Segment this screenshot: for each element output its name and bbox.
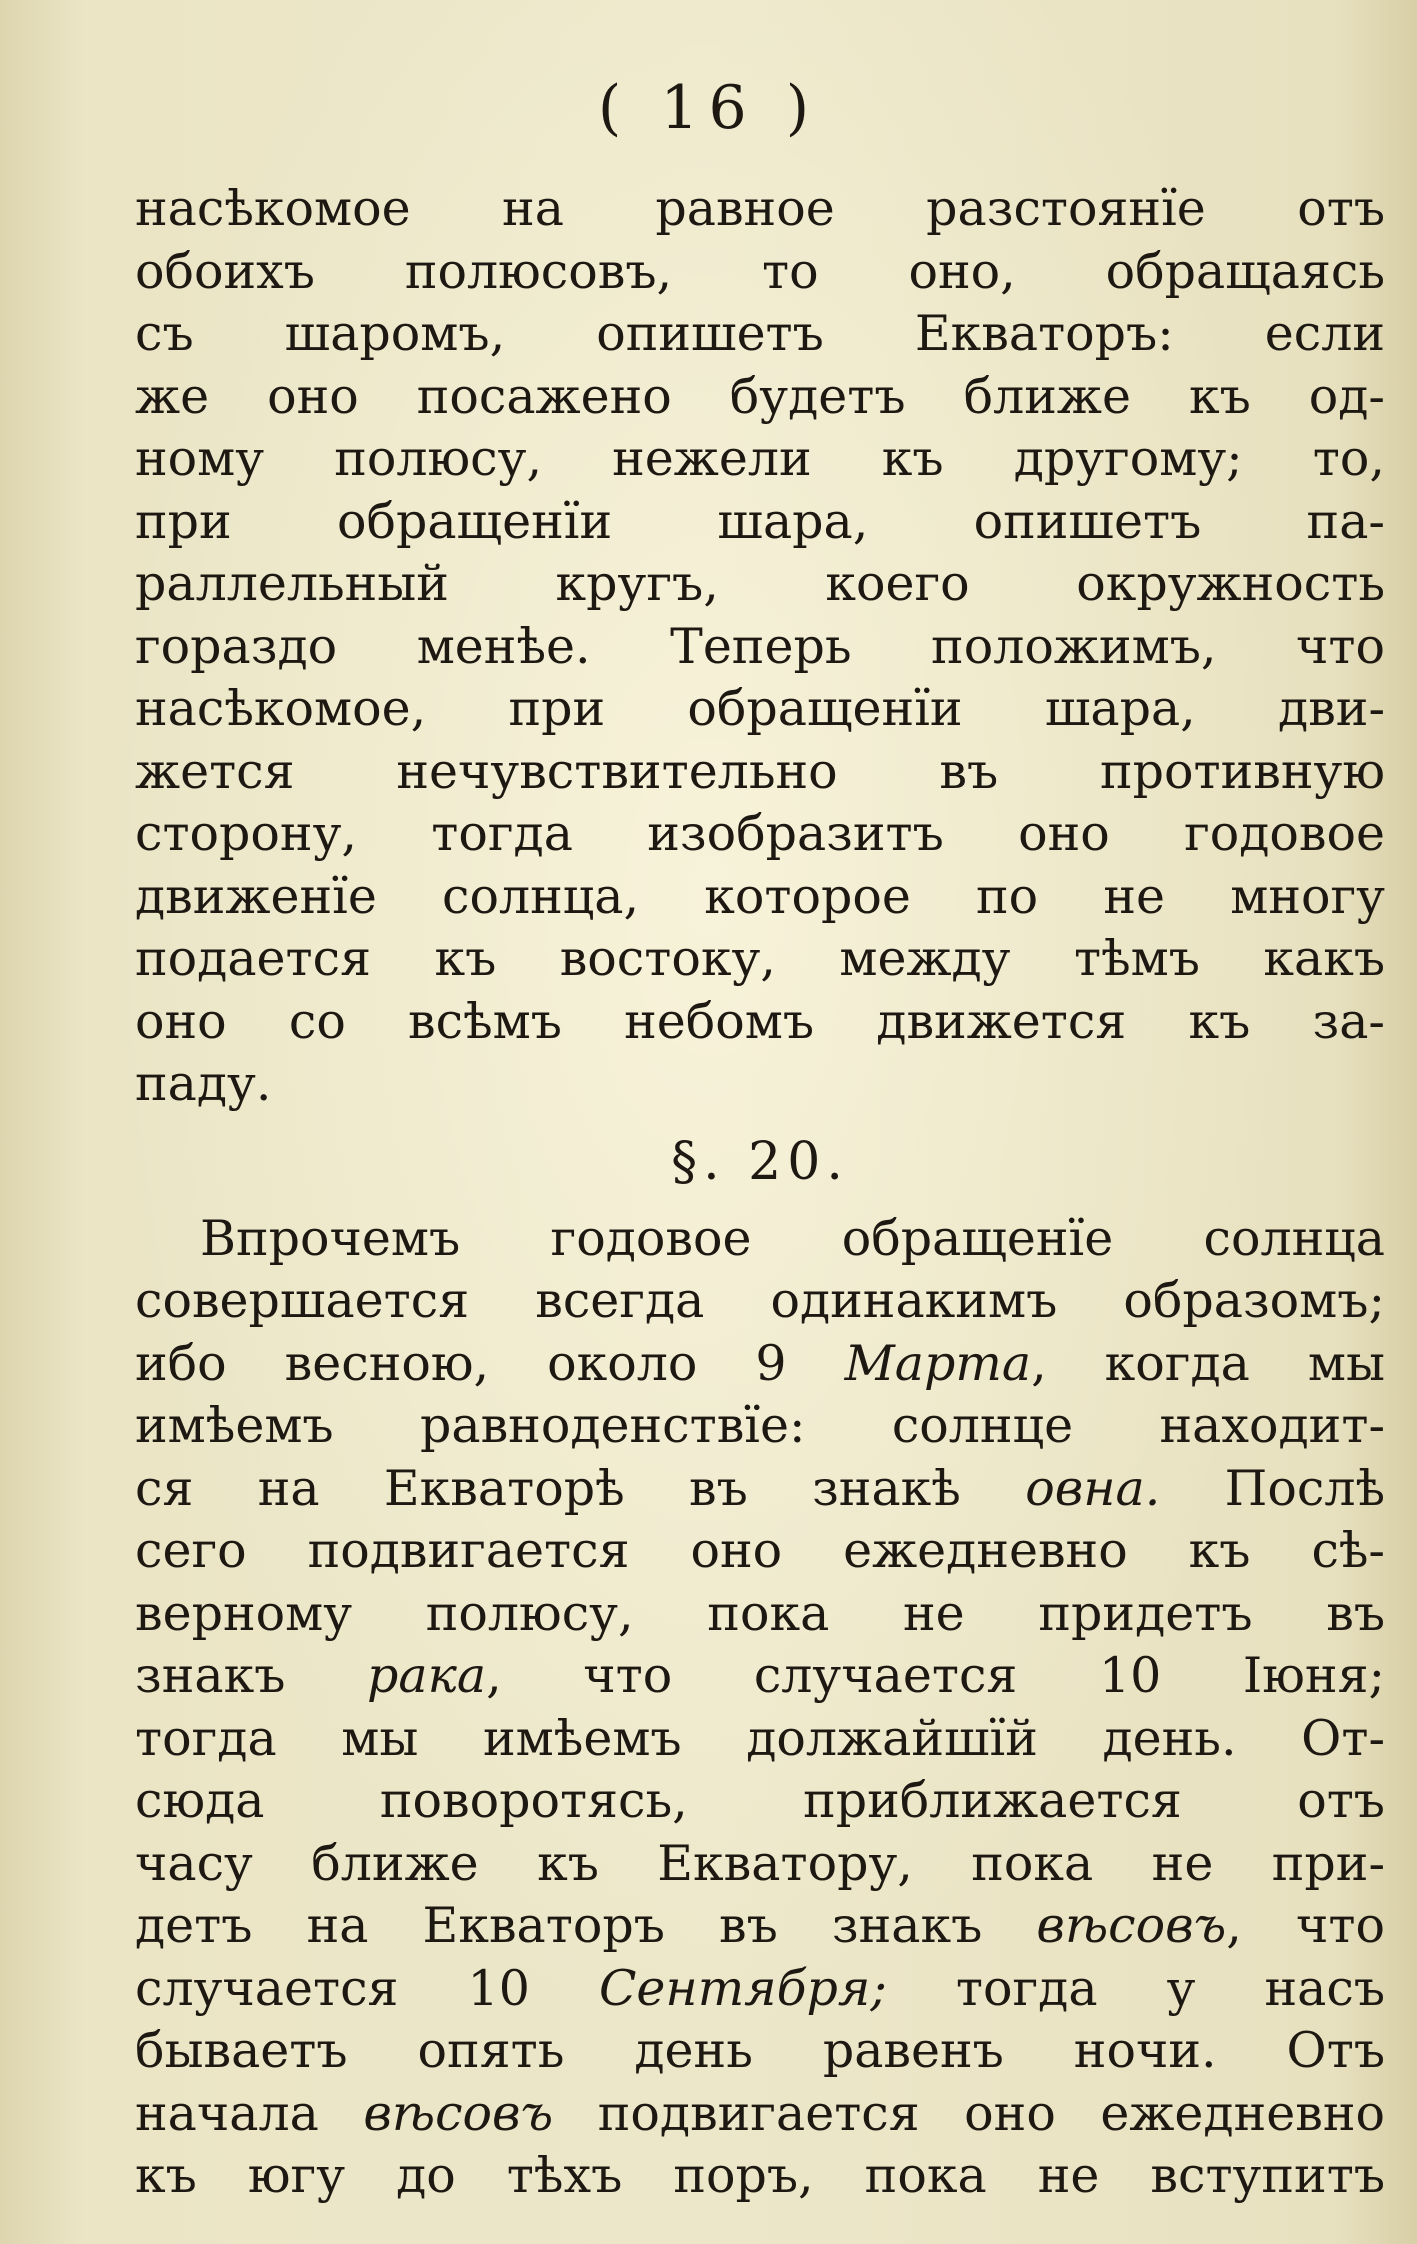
text-line: оно со всѣмъ небомъ движется къ за- — [135, 992, 1385, 1050]
text-run: Послѣ — [1160, 1459, 1385, 1517]
text-run: подвигается оно ежедневно — [553, 2084, 1385, 2142]
text-line — [135, 1645, 1385, 1708]
text-run: ибо весною, около 9 — [135, 1334, 845, 1392]
text-line: верному полюсу, пока не придетъ въ — [135, 1584, 1385, 1642]
text-line: подается къ востоку, между тѣмъ какъ — [135, 930, 1385, 987]
text-line — [135, 1333, 1385, 1396]
text-line: сего подвигается оно ежедневно къ сѣ- — [135, 1522, 1385, 1579]
italic-term-cancer: рака — [367, 1647, 487, 1704]
text-line: тогда мы имѣемъ должайшїй день. От- — [135, 1709, 1385, 1767]
text-line: насѣкомое на равное разстоянїе отъ — [135, 180, 1385, 237]
italic-term-aries: овна. — [1025, 1459, 1161, 1517]
section-heading: §. 20. — [671, 1131, 849, 1192]
text-line: же оно посажено будетъ ближе къ од- — [135, 367, 1385, 425]
italic-term-september: Сентября; — [598, 1959, 887, 2017]
italic-term-libra: вѣсовъ — [363, 2084, 554, 2142]
text-line: движенїе солнца, которое по не многу — [135, 867, 1385, 925]
text-line: сюда поворотясь, приближается отъ — [135, 1772, 1385, 1829]
text-line — [135, 1895, 1385, 1958]
text-line: имѣемъ равноденствїе: солнце находит- — [135, 1397, 1385, 1454]
text-run: знакъ — [135, 1647, 368, 1704]
text-line: ному полюсу, нежели къ другому; то, — [135, 430, 1385, 487]
italic-term-march: Марта — [844, 1334, 1032, 1392]
page-number: ( 16 ) — [597, 73, 820, 143]
text-run: случается 10 — [135, 1959, 599, 2017]
text-run: детъ на Екваторъ въ знакъ — [135, 1897, 1037, 1954]
text-run: тогда у насъ — [886, 1959, 1385, 2017]
text-line — [135, 2083, 1385, 2146]
text-run: , когда мы — [1031, 1334, 1385, 1392]
text-line: часу ближе къ Екватору, пока не при- — [135, 1834, 1385, 1892]
text-run: , что случается 10 Iюня; — [486, 1647, 1385, 1704]
text-line: къ югу до тѣхъ поръ, пока не вступитъ — [135, 2147, 1385, 2204]
text-line: жется нечувствительно въ противную — [135, 742, 1385, 800]
text-line: совершается всегда одинакимъ образомъ; — [135, 1272, 1385, 1329]
italic-term-libra: вѣсовъ — [1036, 1897, 1227, 1954]
text-line: гораздо менѣе. Теперь положимъ, что — [135, 617, 1385, 675]
page-text — [135, 178, 1385, 2208]
text-run: ся на Екваторѣ въ знакѣ — [135, 1459, 1026, 1517]
text-line: сторону, тогда изобразитъ оно годовое — [135, 805, 1385, 862]
text-line: съ шаромъ, опишетъ Екваторъ: если — [135, 305, 1385, 362]
text-line: Впрочемъ годовое обращенїе солнца — [200, 1209, 1385, 1267]
text-run: начала — [135, 2084, 364, 2142]
text-line: при обращенїи шара, опишетъ па- — [135, 492, 1385, 550]
text-line: бываетъ опять день равенъ ночи. Отъ — [135, 2022, 1385, 2079]
text-line — [135, 1958, 1385, 2021]
text-line: насѣкомое, при обращенїи шара, дви- — [135, 680, 1385, 737]
text-run: , что — [1226, 1897, 1385, 1954]
text-line: паду. — [135, 1055, 272, 1112]
text-line — [135, 1458, 1385, 1521]
text-line: раллельный кругъ, коего окружность — [135, 555, 1385, 612]
text-line: обоихъ полюсовъ, то оно, обращаясь — [135, 242, 1385, 300]
